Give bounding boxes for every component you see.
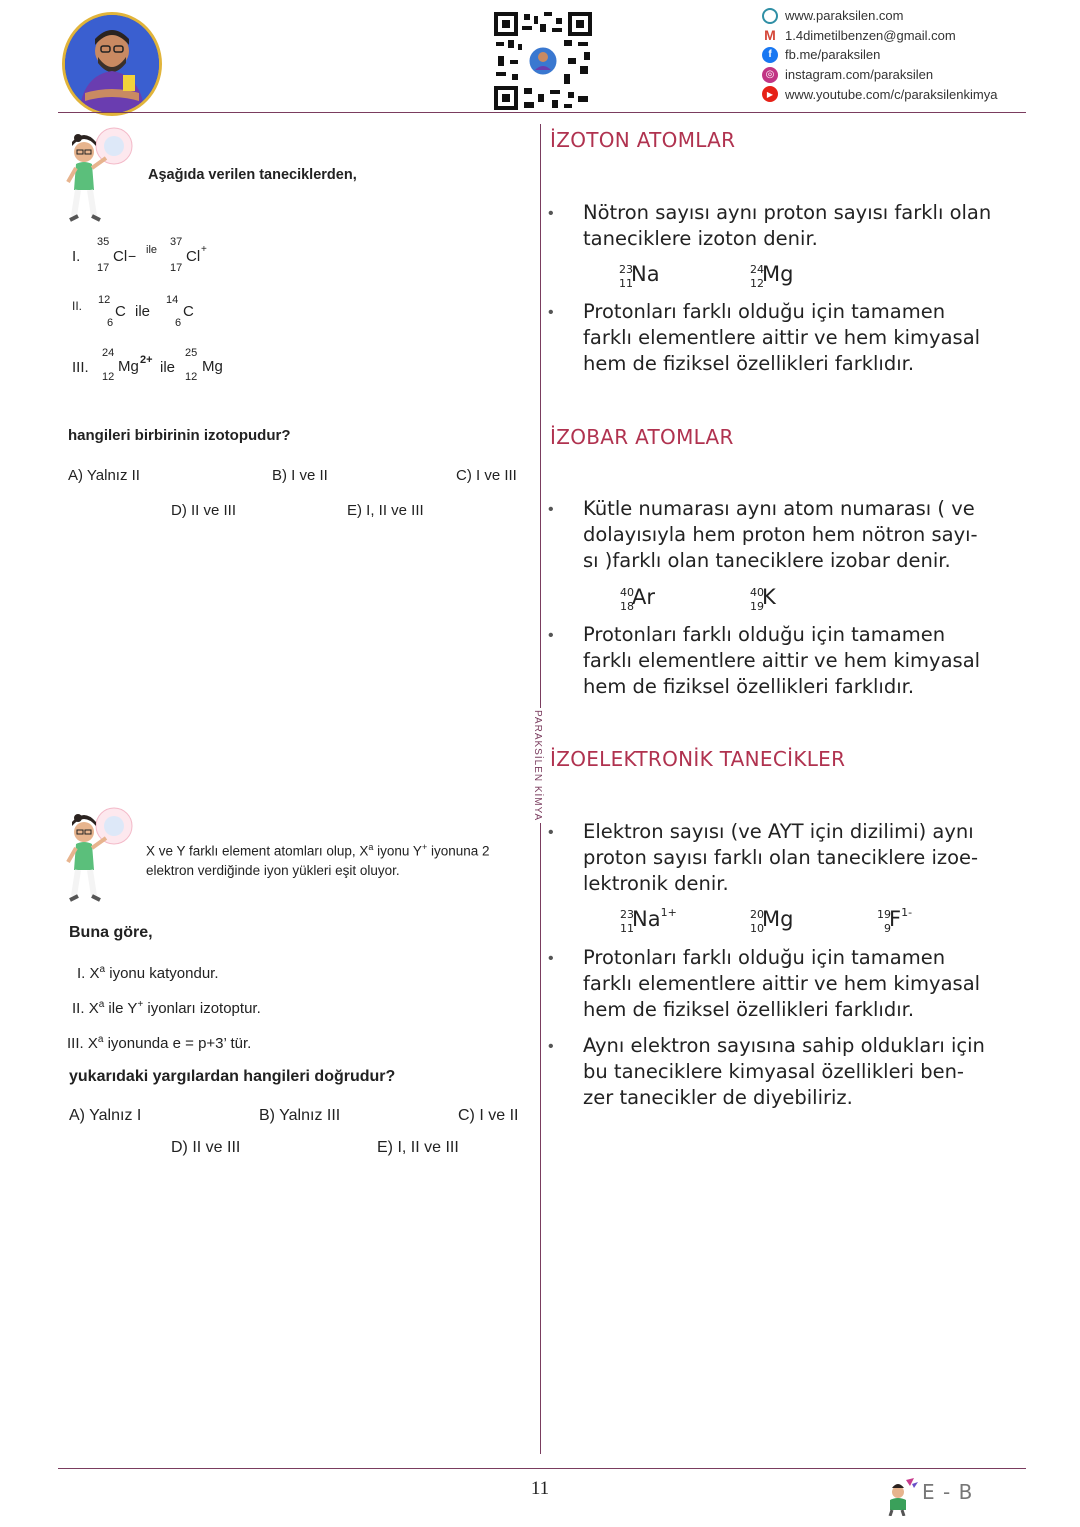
youtube-icon: ▶ — [762, 86, 778, 102]
contact-email[interactable]: M 1.4dimetilbenzen@gmail.com — [762, 26, 1062, 46]
q1-item-3-roman: III. — [72, 359, 89, 376]
contact-instagram[interactable]: ◎ instagram.com/paraksilen — [762, 65, 1062, 85]
q1-item-2-connector: ile — [135, 303, 151, 320]
izobar-bullet-1: Kütle numarası aynı atom numarası ( ve dolayısıyla hem proton hem nötron sayı- sı )farklı olan taneciklere izobar denir. — [583, 497, 978, 572]
q2-choice-d[interactable]: D) II ve III — [171, 1139, 241, 1156]
teacher-cartoon-icon-2 — [62, 804, 136, 908]
izoton-example-mg: 24 12 Mg — [750, 262, 794, 290]
izobar-bullet-2: Protonları farklı olduğu için tamamen farklı elementlere aittir ve hem kimyasal hem de fiziksel özellikleri farklıdır. — [583, 623, 981, 698]
izoton-example-na: 23 11 Na — [619, 262, 660, 290]
side-label: PARAKSİLEN KİMYA — [532, 710, 543, 822]
izoelektronik-example-mg: 20 10 Mg — [750, 907, 794, 935]
q2-choice-b[interactable]: B) Yalnız III — [259, 1107, 341, 1124]
q2-choice-e[interactable]: E) I, II ve III — [377, 1139, 459, 1156]
q2-intro-line-1: X ve Y farklı element atomları olup, $X^a$ iyonu Y+ iyonuna 2 — [146, 842, 490, 859]
bullet-dot: • — [548, 1038, 554, 1055]
teacher-cartoon-icon — [62, 124, 136, 228]
izoelektronik-example-f: 19 9 $F^{1-}$ — [877, 906, 913, 935]
q2-question: yukarıdaki yargılardan hangileri doğrudur? — [69, 1068, 396, 1085]
web-icon — [762, 8, 778, 24]
q2-statement-1: I. $X^a$ iyonu katyondur. — [77, 964, 219, 982]
footer-tag: E - B — [922, 1480, 974, 1504]
q2-intro-line-2: elektron verdiğinde iyon yükleri eşit oluyor. — [146, 863, 400, 878]
gmail-icon: M — [762, 27, 778, 43]
izoelektronik-bullet-1: Elektron sayısı (ve AYT için dizilimi) aynı proton sayısı farklı olan taneciklere izoe- lektronik denir. — [583, 820, 979, 895]
instagram-icon: ◎ — [762, 67, 778, 83]
izoelektronik-title: İZOELEKTRONİK TANECİKLER — [550, 747, 846, 771]
q1-choice-d[interactable]: D) II ve III — [171, 502, 237, 519]
izoton-bullet-1: Nötron sayısı aynı proton sayısı farklı olan taneciklere izoton denir. — [583, 201, 992, 250]
q1-choice-c[interactable]: C) I ve III — [456, 467, 517, 484]
contact-facebook[interactable]: f fb.me/paraksilen — [762, 45, 1062, 65]
izoton-title: İZOTON ATOMLAR — [550, 128, 736, 152]
q1-choice-a[interactable]: A) Yalnız II — [68, 467, 140, 484]
q1-item-1-roman: I. — [72, 248, 81, 265]
contact-list — [762, 6, 1062, 104]
izobar-example-k: 40 19 K — [750, 585, 776, 613]
q1-item-2-roman: II. — [72, 299, 83, 313]
izobar-title: İZOBAR ATOMLAR — [550, 425, 734, 449]
qr-code[interactable] — [494, 12, 592, 110]
bullet-dot: • — [548, 304, 554, 321]
author-avatar — [62, 12, 162, 116]
q1-question: hangileri birbirinin izotopudur? — [68, 427, 291, 444]
izoelektronik-bullet-3: Aynı elektron sayısına sahip oldukları için bu taneciklere kimyasal özellikleri ben- zer tanecikler de diyebiliriz. — [583, 1034, 985, 1109]
izoton-bullet-2: Protonları farklı olduğu için tamamen farklı elementlere aittir ve hem kimyasal hem de fiziksel özellikleri farklıdır. — [583, 300, 981, 375]
footer-divider — [58, 1468, 1026, 1469]
q1-choice-e[interactable]: E) I, II ve III — [347, 502, 424, 519]
q2-statement-3: III. $X^a$ iyonunda e = p+3’ tür. — [67, 1034, 252, 1052]
bullet-dot: • — [548, 950, 554, 967]
q1-item-3-connector: ile — [160, 359, 176, 376]
header-divider — [58, 112, 1026, 113]
q2-choice-c[interactable]: C) I ve II — [458, 1107, 519, 1124]
q1-intro: Aşağıda verilen taneciklerden, — [148, 167, 357, 183]
contact-website[interactable]: www.paraksilen.com — [762, 6, 1062, 26]
bullet-dot: • — [548, 627, 554, 644]
mascot-logo-icon — [884, 1476, 920, 1516]
bullet-dot: • — [548, 501, 554, 518]
q1-item-1-connector: ile — [146, 244, 158, 256]
q2-choice-a[interactable]: A) Yalnız I — [69, 1107, 142, 1124]
facebook-icon: f — [762, 47, 778, 63]
bullet-dot: • — [548, 824, 554, 841]
izobar-example-ar: 40 18 Ar — [620, 585, 655, 613]
contact-youtube[interactable]: ▶ www.youtube.com/c/paraksilenkimya — [762, 84, 1062, 104]
bullet-dot: • — [548, 205, 554, 222]
izoelektronik-example-na: 23 11 $Na^{1+}$ — [620, 906, 677, 935]
page-number: 11 — [530, 1478, 550, 1499]
q2-lead: Buna göre, — [69, 924, 153, 941]
q1-choice-b[interactable]: B) I ve II — [272, 467, 328, 484]
q2-statement-2: II. $X^a$ ile Y+ iyonları izotoptur. — [72, 999, 261, 1017]
izoelektronik-bullet-2: Protonları farklı olduğu için tamamen farklı elementlere aittir ve hem kimyasal hem de fiziksel özellikleri farklıdır. — [583, 946, 981, 1021]
